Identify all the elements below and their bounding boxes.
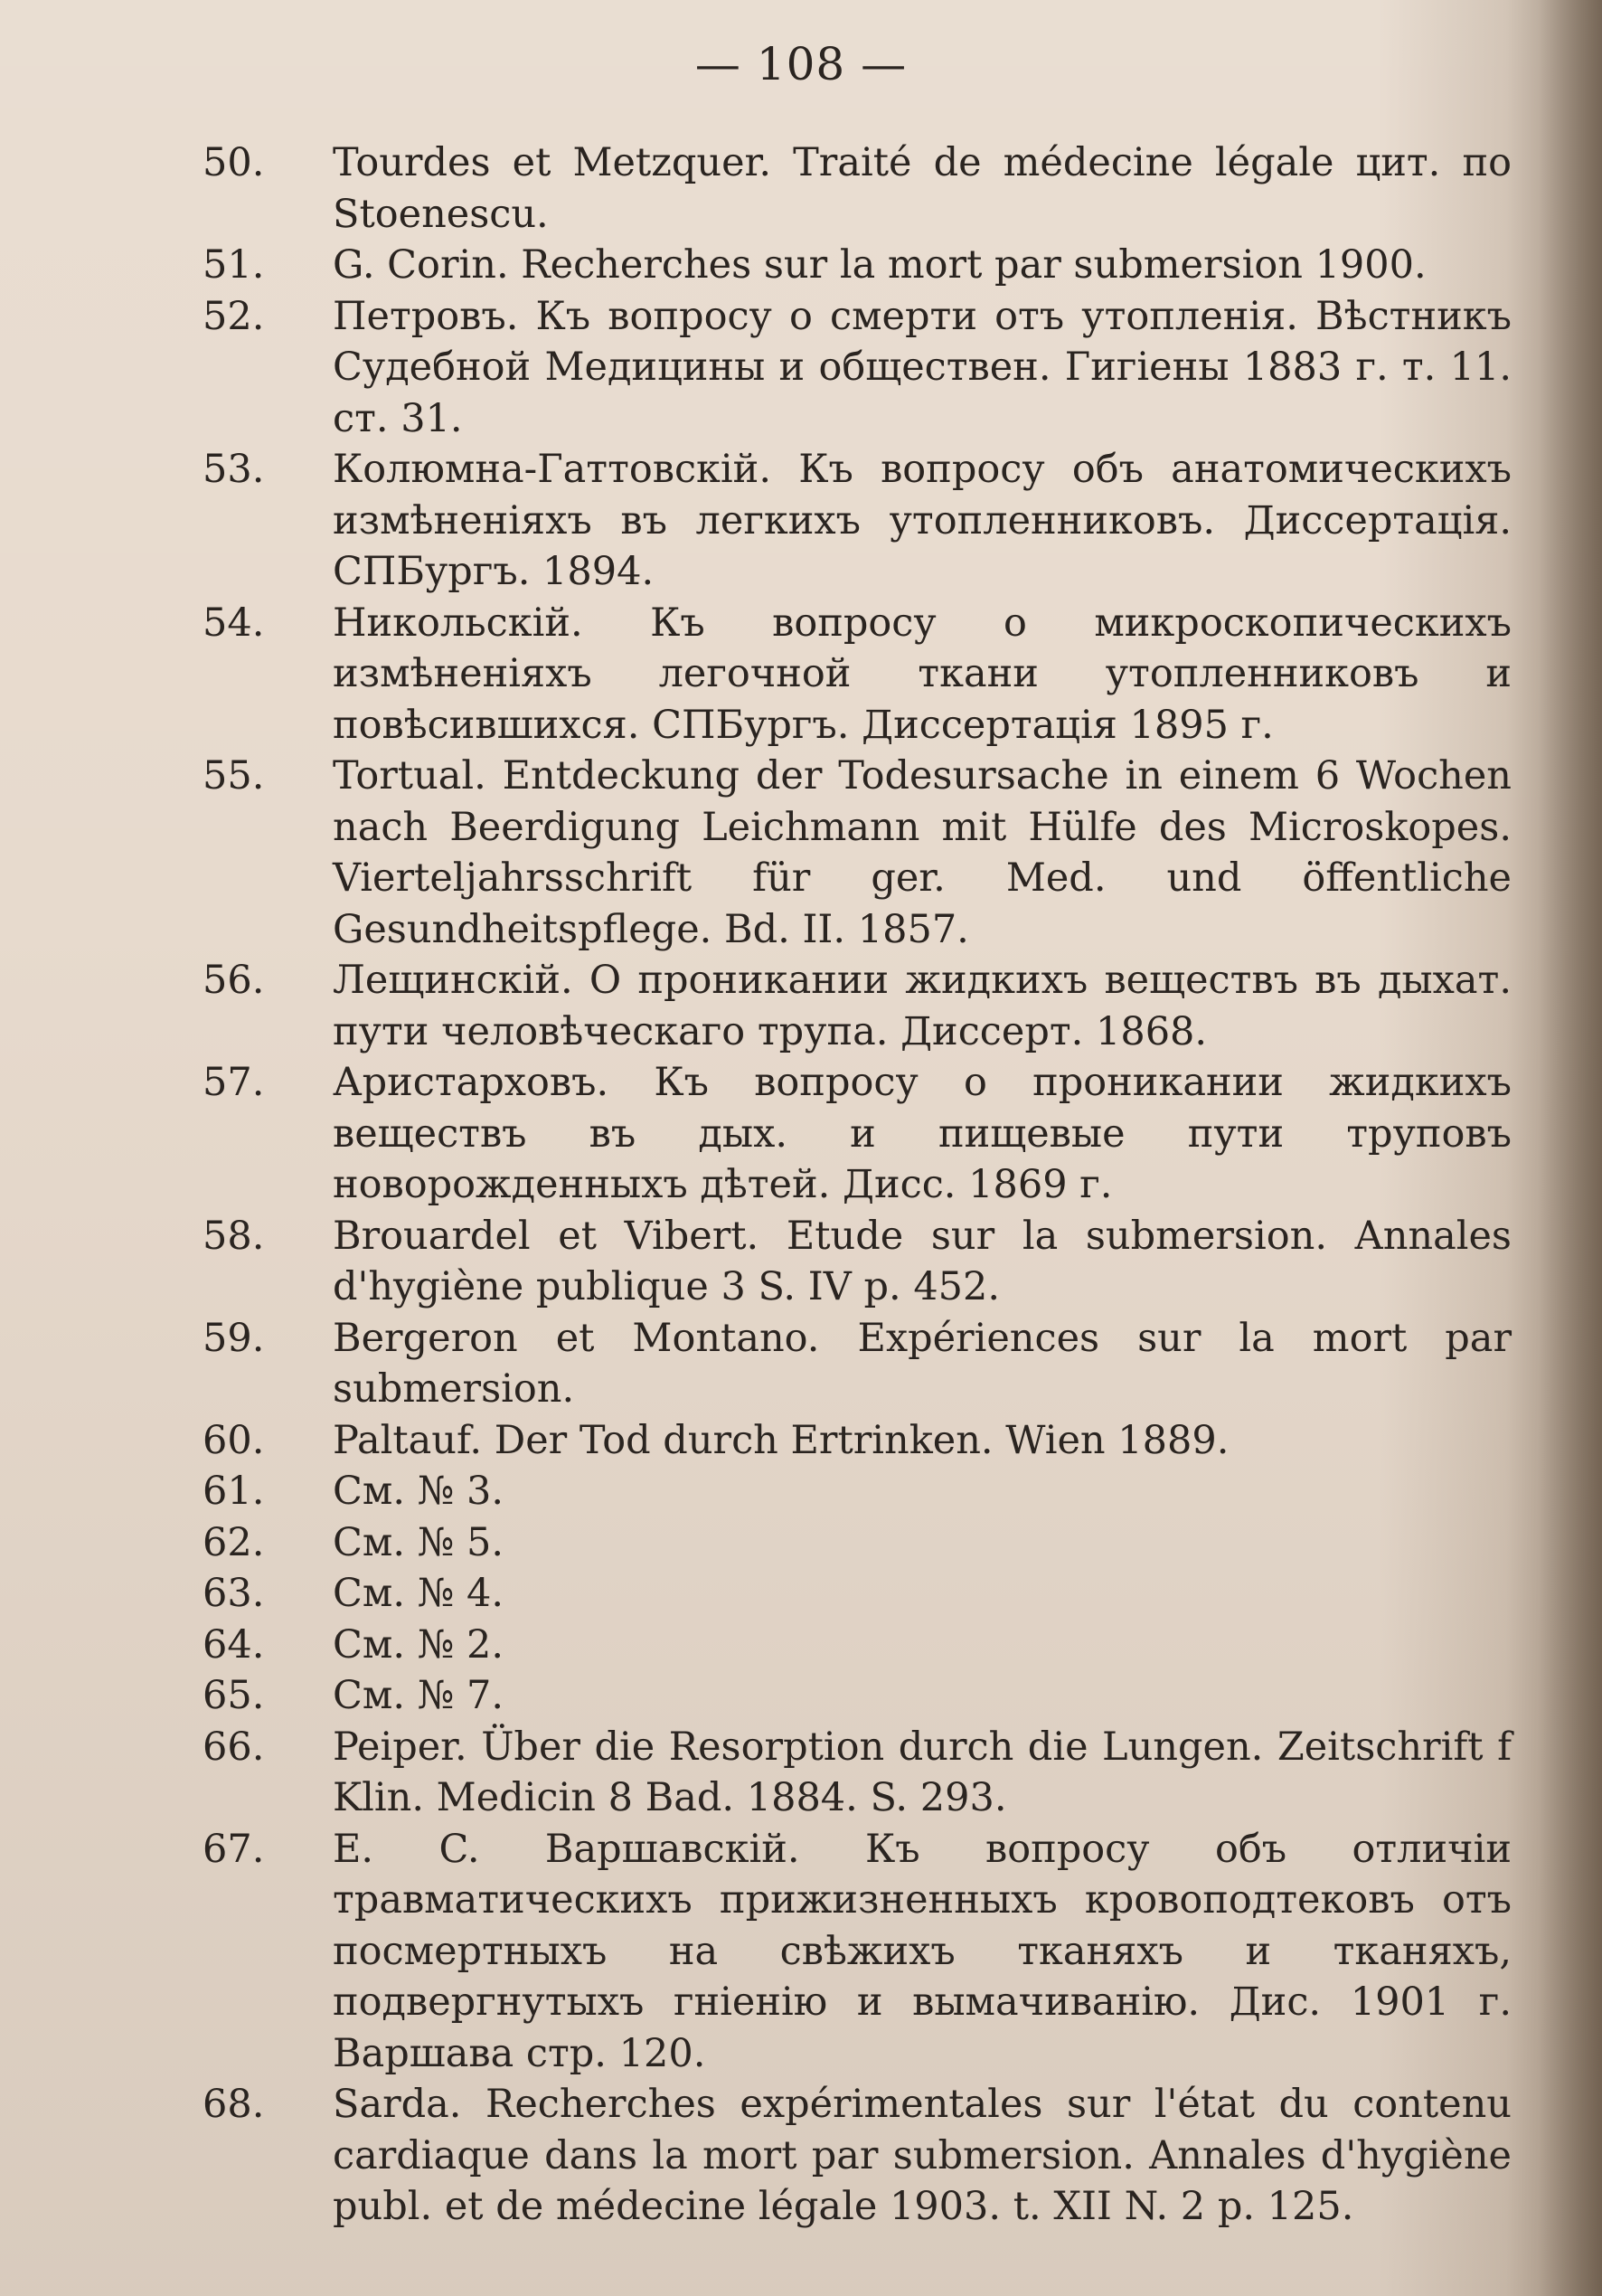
- reference-number: 67.: [203, 1826, 265, 1872]
- reference-text: Brouardel et Vibert. Etude sur la submersion. Annales d'hygiène publique 3 S. IV p. 452.: [333, 1213, 1512, 1309]
- reference-number: 63.: [203, 1571, 265, 1616]
- reference-text: Никольскій. Къ вопросу о микроскопическихъ измѣненіяхъ легочной ткани утопленниковъ и повѣсившихся. СПБургъ. Диссертація 1895 г.: [333, 600, 1512, 748]
- reference-item: [203, 1466, 1512, 1517]
- reference-text: G. Corin. Recherches sur la mort par submersion 1900.: [333, 242, 1427, 288]
- reference-text: Tourdes et Metzquer. Traité de médecine légale цит. по Stoenescu.: [333, 140, 1512, 237]
- reference-item: [203, 1211, 1512, 1313]
- reference-item: [203, 751, 1512, 955]
- reference-text: Колюмна-Гаттовскій. Къ вопросу объ анатомическихъ измѣненіяхъ въ легкихъ утопленниковъ. Диссертація. СПБургъ. 1894.: [333, 447, 1512, 594]
- reference-number: 54.: [203, 600, 265, 646]
- reference-number: 65.: [203, 1673, 265, 1718]
- reference-item: [203, 1824, 1512, 2080]
- reference-text: Аристарховъ. Къ вопросу о проникании жидкихъ веществъ въ дых. и пищевые пути труповъ новорожденныхъ дѣтей. Дисс. 1869 г.: [333, 1060, 1512, 1207]
- reference-number: 64.: [203, 1621, 265, 1668]
- reference-item: [203, 1670, 1512, 1722]
- reference-item: [203, 291, 1512, 445]
- reference-item: [203, 240, 1512, 291]
- reference-number: 66.: [203, 1724, 265, 1770]
- page-number: — 108 —: [694, 38, 908, 90]
- reference-item: [203, 1568, 1512, 1620]
- reference-text: Лещинскій. О проникании жидкихъ веществъ въ дыхат. пути человѣческаго трупа. Диссерт. 1868.: [333, 958, 1512, 1054]
- reference-number: 51.: [203, 242, 265, 288]
- reference-text: См. № 5.: [333, 1519, 504, 1565]
- reference-item: [203, 1517, 1512, 1569]
- reference-text: Paltauf. Der Tod durch Ertrinken. Wien 1889.: [333, 1417, 1230, 1463]
- reference-number: 50.: [203, 140, 265, 185]
- reference-item: [203, 1415, 1512, 1467]
- reference-item: [203, 1313, 1512, 1415]
- reference-number: 61.: [203, 1469, 265, 1514]
- reference-text: См. № 7.: [333, 1673, 504, 1718]
- reference-item: [203, 2079, 1512, 2233]
- reference-number: 57.: [203, 1060, 265, 1105]
- reference-number: 52.: [203, 293, 265, 339]
- reference-text: См. № 2.: [333, 1621, 504, 1668]
- reference-number: 53.: [203, 447, 265, 492]
- reference-text: См. № 4.: [333, 1571, 504, 1616]
- page-edge-shadow: [1539, 0, 1602, 2296]
- reference-number: 68.: [203, 2082, 265, 2127]
- reference-text: Bergeron et Montano. Expériences sur la mort par submersion.: [333, 1315, 1512, 1412]
- reference-item: [203, 598, 1512, 751]
- reference-item: [203, 1722, 1512, 1824]
- reference-item: [203, 137, 1512, 240]
- reference-item: [203, 1057, 1512, 1211]
- reference-text: Peiper. Über die Resorption durch die Lungen. Zeitschrift f Klin. Medicin 8 Bad. 1884. S. 293.: [333, 1724, 1512, 1820]
- reference-item: [203, 444, 1512, 598]
- reference-item: [203, 955, 1512, 1057]
- reference-list: [203, 137, 1512, 2233]
- reference-text: Петровъ. Къ вопросу о смерти отъ утопленія. Вѣстникъ Судебной Медицины и обществен. Гигіены 1883 г. т. 11. ст. 31.: [333, 293, 1512, 441]
- reference-number: 56.: [203, 958, 265, 1003]
- reference-text: E. C. Варшавскій. Къ вопросу объ отличіи травматическихъ прижизненныхъ кровоподтековъ отъ посмертныхъ на свѣжихъ тканяхъ и тканяхъ, подвергнутыхъ гніенію и вымачиванію. Дис. 1901 г. Варшава стр. 120.: [333, 1826, 1512, 2076]
- reference-number: 59.: [203, 1315, 265, 1361]
- reference-number: 62.: [203, 1519, 265, 1565]
- reference-number: 55.: [203, 753, 265, 798]
- reference-text: Tortual. Entdeckung der Todesursache in einem 6 Wochen nach Beerdigung Leichmann mit Hülfe des Microskopes. Vierteljahrsschrift für ger. Med. und öffentliche Gesundheitspflege. Bd. II. 1857.: [333, 753, 1512, 952]
- reference-number: 60.: [203, 1417, 265, 1463]
- reference-item: [203, 1620, 1512, 1671]
- reference-number: 58.: [203, 1213, 265, 1259]
- reference-text: См. № 3.: [333, 1469, 504, 1514]
- reference-text: Sarda. Recherches expérimentales sur l'état du contenu cardiaque dans la mort par submersion. Annales d'hygiène publ. et de médecine légale 1903. t. XII N. 2 p. 125.: [333, 2082, 1512, 2229]
